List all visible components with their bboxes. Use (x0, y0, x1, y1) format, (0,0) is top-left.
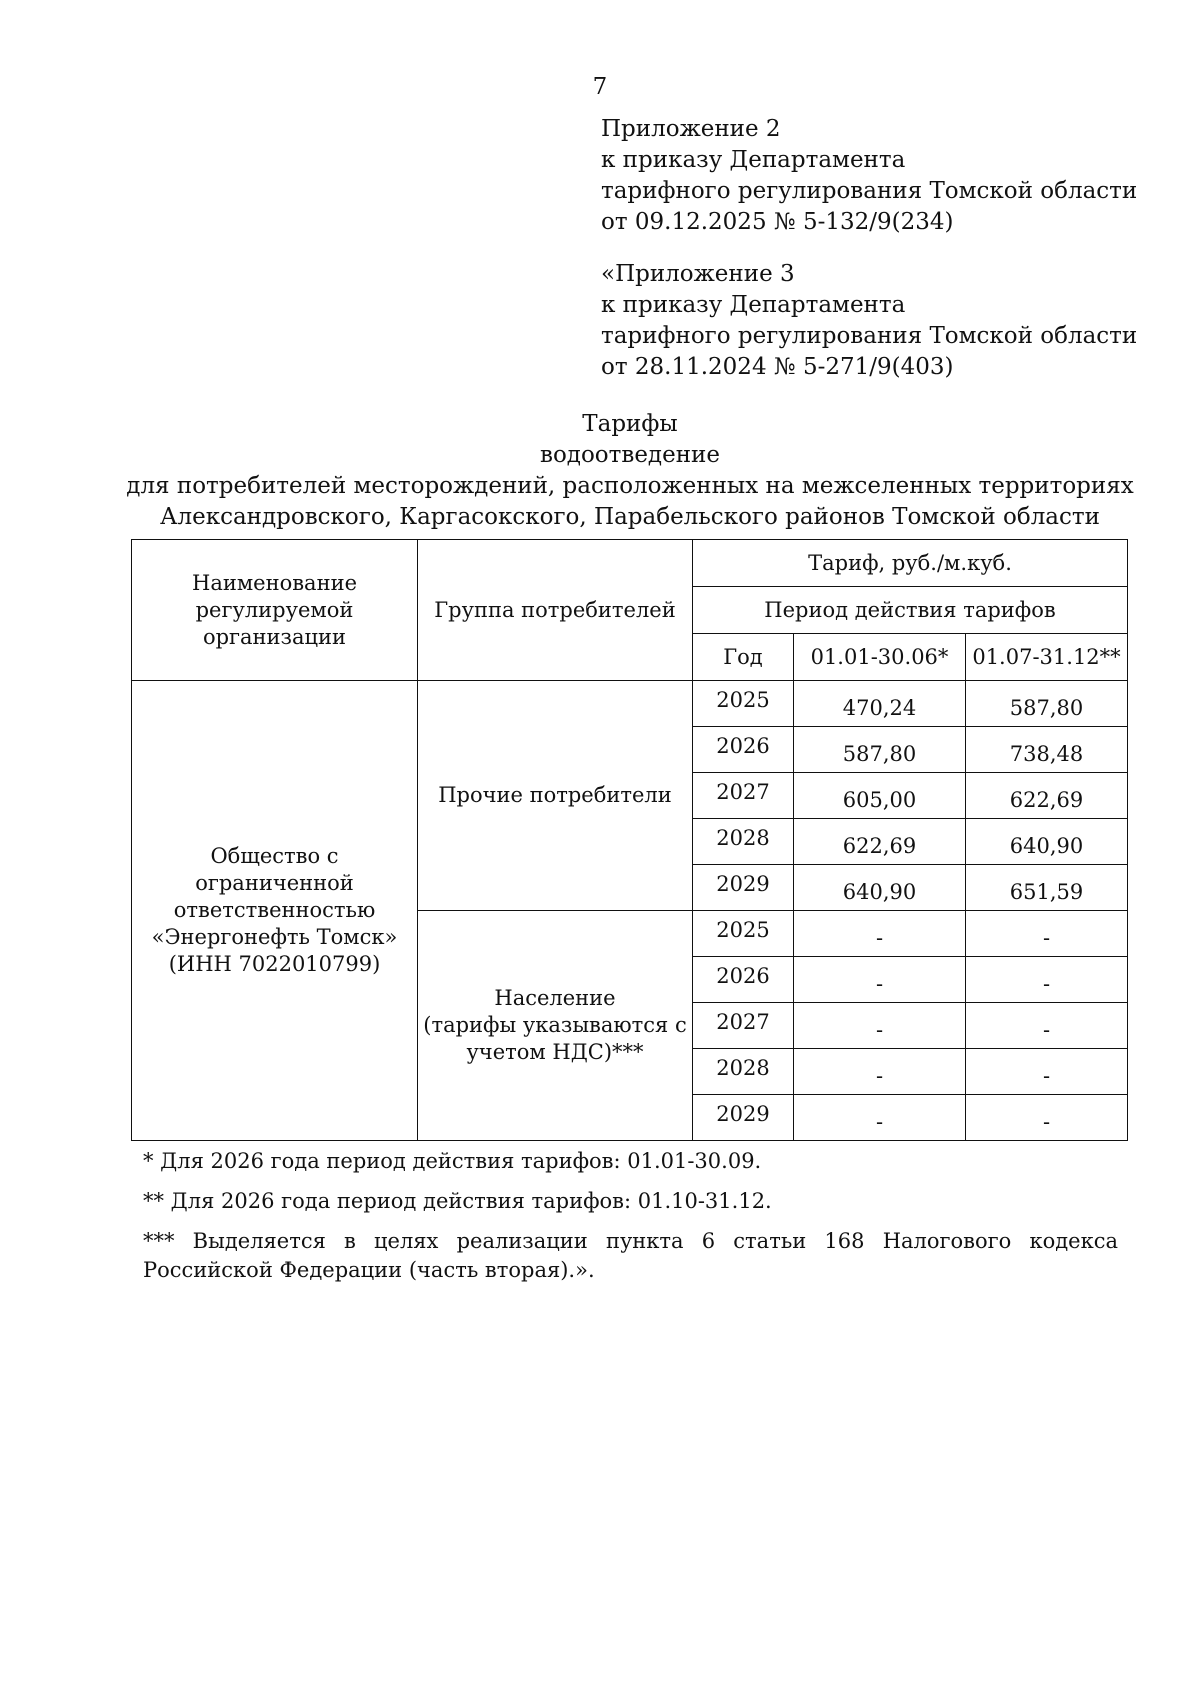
year-cell: 2026 (693, 957, 794, 1003)
tariff-value: - (794, 1095, 966, 1141)
tariff-value: 640,90 (794, 865, 966, 911)
table-row (132, 681, 1128, 727)
group-population-line: (тарифы указываются с (423, 1013, 687, 1037)
tariff-value: - (966, 1095, 1128, 1141)
year-cell: 2026 (693, 727, 794, 773)
year-cell: 2029 (693, 1095, 794, 1141)
group-population-line: Население (494, 986, 616, 1010)
title-line: водоотведение (540, 442, 720, 468)
organization-line: Общество с (210, 844, 339, 868)
annex-line: к приказу Департамента (601, 147, 906, 173)
footnotes (143, 1147, 1118, 1296)
annex-line: тарифного регулирования Томской области (601, 178, 1138, 204)
footnote: ** Для 2026 года период действия тарифов: 01.10-31.12. (143, 1189, 772, 1213)
tariff-value: 738,48 (966, 727, 1128, 773)
footnote: *** Выделяется в целях реализации пункта 6 статьи 168 Налогового кодекса Российской Федерации (часть вторая).». (143, 1229, 1118, 1282)
title-line: Александровского, Каргасокского, Парабельского районов Томской области (160, 504, 1100, 530)
annex-header-original (601, 259, 1161, 383)
annex-line: Приложение 2 (601, 116, 781, 142)
group-population (418, 911, 693, 1141)
annex-line: тарифного регулирования Томской области (601, 323, 1138, 349)
annex-line: «Приложение 3 (601, 261, 795, 287)
year-cell: 2027 (693, 773, 794, 819)
organization-line: ограниченной (195, 871, 354, 895)
annex-line: от 28.11.2024 № 5-271/9(403) (601, 354, 954, 380)
footnote: * Для 2026 года период действия тарифов: 01.01-30.09. (143, 1149, 762, 1173)
group-population-line: учетом НДС)*** (466, 1040, 644, 1064)
header-row (132, 540, 1128, 587)
tariff-value: 622,69 (966, 773, 1128, 819)
organization-line: ответственностью (173, 898, 376, 922)
year-cell: 2028 (693, 819, 794, 865)
header-tariff: Тариф, руб./м.куб. (693, 540, 1128, 587)
tariff-value: - (966, 957, 1128, 1003)
document-title (100, 409, 1160, 533)
page-number: 7 (592, 74, 608, 100)
year-cell: 2029 (693, 865, 794, 911)
tariff-value: - (966, 911, 1128, 957)
tariff-value: 587,80 (794, 727, 966, 773)
header-consumer-group: Группа потребителей (418, 540, 693, 681)
year-cell: 2025 (693, 911, 794, 957)
year-cell: 2025 (693, 681, 794, 727)
annex-header-current (601, 114, 1161, 238)
tariff-value: - (794, 957, 966, 1003)
organization-line: (ИНН 7022010799) (168, 952, 381, 976)
year-cell: 2027 (693, 1003, 794, 1049)
tariff-value: - (966, 1003, 1128, 1049)
tariff-value: 622,69 (794, 819, 966, 865)
tariff-table (131, 539, 1128, 1141)
organization-line: «Энергонефть Томск» (151, 925, 398, 949)
header-first-half: 01.01-30.06* (794, 634, 966, 681)
group-other-consumers: Прочие потребители (418, 681, 693, 911)
tariff-value: - (966, 1049, 1128, 1095)
year-cell: 2028 (693, 1049, 794, 1095)
tariff-value: - (794, 1003, 966, 1049)
header-organization: Наименование регулируемой организации (132, 540, 418, 681)
tariff-value: - (794, 911, 966, 957)
tariff-value: 587,80 (966, 681, 1128, 727)
annex-line: от 09.12.2025 № 5-132/9(234) (601, 209, 954, 235)
title-line: для потребителей месторождений, расположенных на межселенных территориях (126, 473, 1134, 499)
organization-cell (132, 681, 418, 1141)
header-year: Год (693, 634, 794, 681)
annex-line: к приказу Департамента (601, 292, 906, 318)
title-line: Тарифы (582, 411, 678, 437)
header-period: Период действия тарифов (693, 587, 1128, 634)
tariff-value: - (794, 1049, 966, 1095)
header-second-half: 01.07-31.12** (966, 634, 1128, 681)
tariff-value: 470,24 (794, 681, 966, 727)
tariff-value: 640,90 (966, 819, 1128, 865)
tariff-value: 651,59 (966, 865, 1128, 911)
tariff-value: 605,00 (794, 773, 966, 819)
